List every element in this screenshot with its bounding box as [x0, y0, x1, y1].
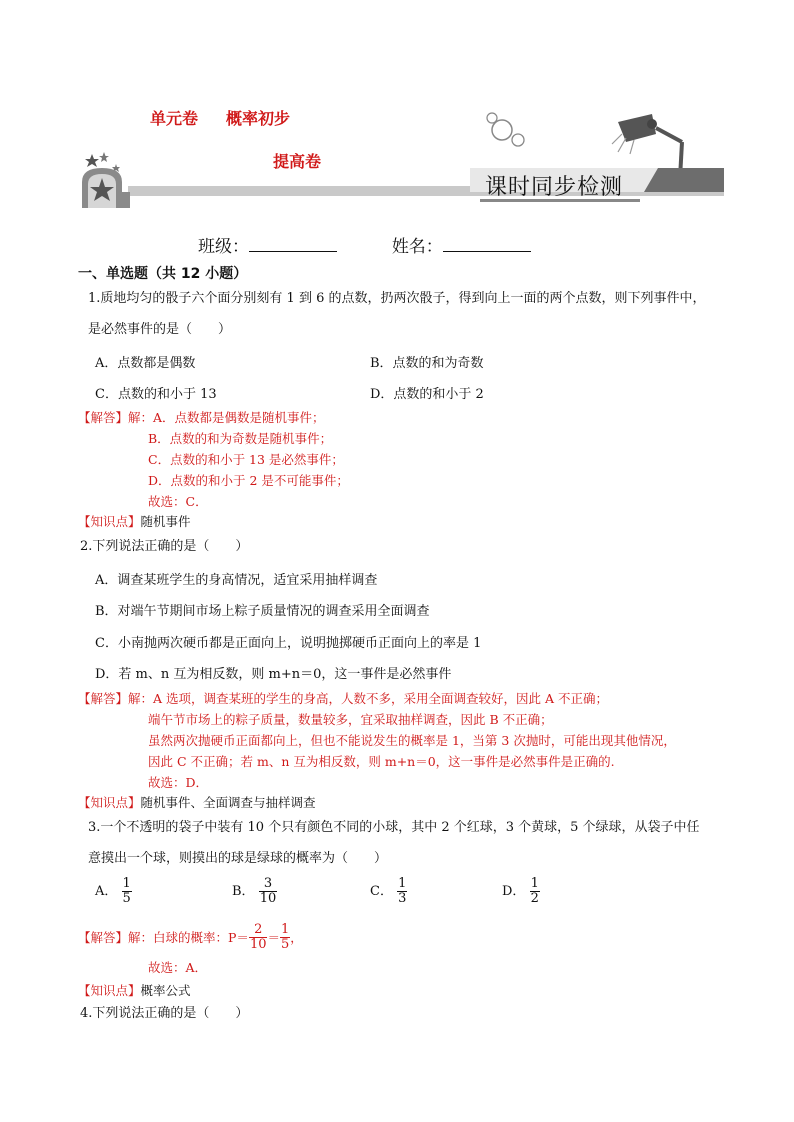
q3-option-d [502, 877, 540, 906]
q3-option-c [370, 877, 407, 906]
class-label: 班级： [198, 237, 249, 257]
q3-knowledge-point [78, 981, 191, 999]
section-title: 一、单选题（共 12 小题） [78, 266, 248, 282]
bubble-small [487, 113, 497, 123]
subtitle: 提高卷 [273, 152, 322, 171]
q3-answer-frac-1 [249, 923, 268, 952]
q2-answer-tag: 【解答】 [78, 691, 129, 706]
q3-option-b-fraction [259, 877, 278, 906]
q1-answer-line-1: 解：A．点数都是偶数是随机事件； [128, 410, 325, 425]
q3-ans-f2-den: 5 [281, 937, 290, 952]
q4-stem: 4.下列说法正确的是（ ） [80, 1006, 249, 1021]
q3-ans-f2-num: 1 [281, 922, 290, 937]
q2-answer-line-1: 解：A 选项，调查某班的学生的身高，人数不多，采用全面调查较好，因此 A 不正确； [128, 691, 608, 706]
q1-knowledge-point [78, 512, 191, 530]
bubble-medium [512, 134, 524, 146]
title-left: 单元卷 [150, 109, 199, 128]
q3-answer-end: ， [290, 930, 303, 945]
q1-answer-line-4: D．点数的和小于 2 是不可能事件； [148, 473, 349, 488]
q3-ans-f1-den: 10 [249, 937, 267, 952]
q3-a-num: 1 [122, 876, 131, 891]
q3-answer-tag: 【解答】 [78, 930, 129, 945]
q2-answer-line-4: 因此 C 不正确；若 m、n 互为相反数，则 m+n＝0，这一事件是必然事件是正确的. [148, 754, 615, 769]
q2-knowledge-point [78, 793, 316, 811]
q3-c-num: 1 [398, 876, 407, 891]
q1-kp-tag: 【知识点】 [78, 514, 141, 529]
q3-d-num: 1 [530, 876, 539, 891]
q2-kp-tag: 【知识点】 [78, 795, 141, 810]
q3-c-den: 3 [398, 891, 407, 906]
q1-option-d: D．点数的和小于 2 [370, 387, 484, 402]
q2-option-a: A．调查某班学生的身高情况，适宜采用抽样调查 [95, 573, 378, 588]
q3-option-b-label: B． [232, 884, 255, 899]
q3-answer-pre: 解：白球的概率：P＝ [128, 930, 249, 945]
q3-option-c-fraction [397, 877, 407, 906]
q3-answer-line-2: 故选：A． [148, 960, 208, 975]
name-label: 姓名： [391, 237, 443, 257]
banner-text: 课时同步检测 [485, 175, 624, 200]
q3-option-b [232, 877, 277, 906]
q2-option-d: D．若 m、n 互为相反数，则 m+n＝0，这一事件是必然事件 [95, 667, 452, 682]
bubble-large [492, 120, 512, 140]
q2-stem: 2.下列说法正确的是（ ） [80, 539, 249, 554]
q1-option-c: C．点数的和小于 13 [95, 387, 217, 402]
q2-option-c: C．小南抛两次硬币都是正面向上，说明抛掷硬币正面向上的率是 1 [95, 636, 482, 651]
q1-answer [78, 407, 349, 512]
name-blank[interactable] [443, 235, 531, 252]
q3-a-den: 5 [122, 891, 131, 906]
class-blank[interactable] [249, 235, 337, 252]
q2-answer-line-3: 虽然两次抛硬币正面都向上，但也不能说发生的概率是 1，当第 3 次抛时，可能出现其他情况， [148, 733, 676, 748]
q1-option-b: B．点数的和为奇数 [370, 356, 484, 371]
q1-kp-text: 随机事件 [140, 514, 191, 529]
q3-option-a-fraction [122, 877, 132, 906]
q3-answer-eq: ＝ [267, 930, 280, 945]
q3-option-a-label: A． [95, 884, 118, 899]
q3-option-c-label: C． [370, 884, 393, 899]
q1-option-a: A．点数都是偶数 [95, 356, 196, 371]
q3-d-den: 2 [530, 891, 539, 906]
q2-answer-line-2: 端午节市场上的粽子质量，数量较多，宜采取抽样调查，因此 B 不正确； [148, 712, 553, 727]
q1-answer-line-2: B．点数的和为奇数是随机事件； [148, 431, 333, 446]
q3-kp-text: 概率公式 [140, 983, 191, 998]
q3-stem-2: 意摸出一个球，则摸出的球是绿球的概率为（ ） [88, 851, 388, 866]
title-right: 概率初步 [226, 109, 291, 128]
q3-stem-1: 3.一个不透明的袋子中装有 10 个只有颜色不同的小球，其中 2 个红球，3 个黄球，5 个绿球，从袋子中任 [88, 820, 700, 835]
q1-stem-1: 1.质地均匀的骰子六个面分别刻有 1 到 6 的点数，扔两次骰子，得到向上一面的两个点数，则下列事件中， [88, 291, 706, 306]
q1-answer-line-3: C．点数的和小于 13 是必然事件； [148, 452, 344, 467]
q3-ans-f1-num: 2 [254, 922, 263, 937]
q3-b-den: 10 [259, 891, 277, 906]
q3-kp-tag: 【知识点】 [78, 983, 141, 998]
q3-answer-frac-2 [280, 923, 290, 952]
q3-option-a [95, 877, 132, 906]
q3-option-d-label: D． [502, 884, 526, 899]
q2-answer [78, 688, 676, 793]
q3-answer-line-1 [78, 923, 303, 952]
class-name-line [198, 232, 531, 257]
unit-title [150, 106, 290, 129]
star-badge-icon [82, 152, 130, 208]
q2-answer-line-5: 故选：D． [148, 775, 209, 790]
q1-answer-line-5: 故选：C． [148, 494, 208, 509]
q1-stem-2: 是必然事件的是（ ） [88, 322, 232, 337]
q2-kp-text: 随机事件、全面调查与抽样调查 [140, 795, 316, 810]
q1-answer-tag: 【解答】 [78, 410, 129, 425]
q2-option-b: B．对端午节期间市场上粽子质量情况的调查采用全面调查 [95, 604, 430, 619]
q3-b-num: 3 [263, 876, 273, 891]
q3-option-d-fraction [530, 877, 540, 906]
